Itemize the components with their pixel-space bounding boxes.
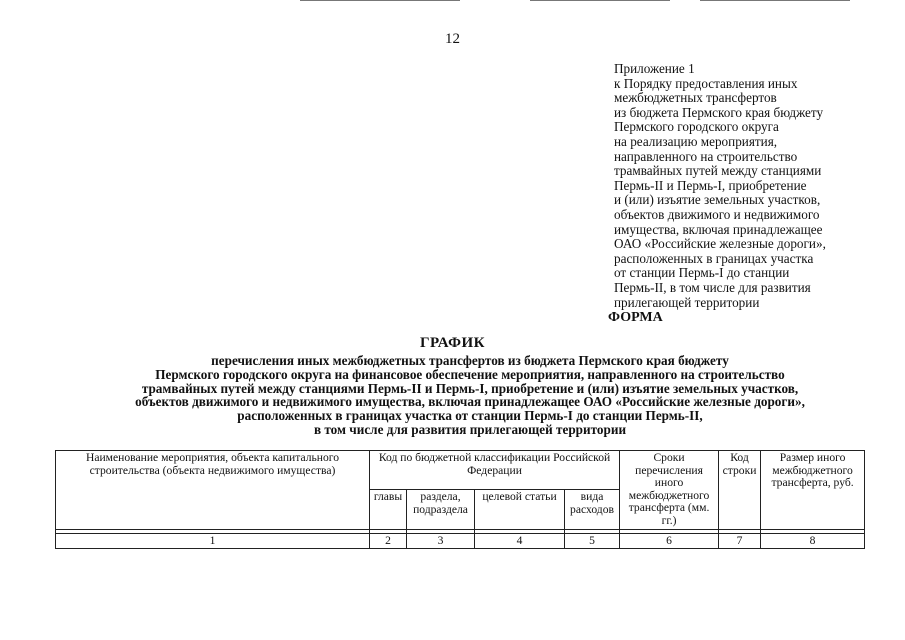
column-number: 2 (370, 533, 407, 549)
document-title: ГРАФИК (419, 335, 486, 351)
header-target: целевой статьи (475, 490, 565, 529)
form-label: ФОРМА (608, 310, 663, 325)
subtitle-line: Пермского городского округа на финансовое обеспечение мероприятия, направленного на строительство (155, 366, 785, 382)
appendix-line: Приложение 1 (614, 61, 695, 76)
appendix-line: ОАО «Российские железные дороги», (614, 236, 826, 252)
appendix-line: расположенных в границах участка (614, 250, 814, 266)
appendix-line: Пермь-II и Пермь-I, приобретение (614, 177, 807, 193)
header-glavy: главы (370, 490, 407, 529)
subtitle-line: расположенных в границах участка от станции Пермь-I до станции Пермь-II, (237, 408, 703, 424)
header-vida: вида расходов (565, 490, 620, 529)
subtitle-line: трамвайных путей между станциями Пермь-II и Пермь-I, приобретение и (или) изъятие земельных участков, (141, 380, 799, 396)
appendix-line: от станции Пермь-I до станции (614, 265, 790, 281)
column-number: 1 (56, 533, 370, 549)
header-razdela: раздела, подраздела (407, 490, 475, 529)
header-budget-code: Код по бюджетной классификации Российской Федерации (370, 451, 620, 490)
appendix-line: трамвайных путей между станциями (614, 163, 822, 179)
subtitle-line: перечисления иных межбюджетных трансфертов из бюджета Пермского края бюджету (211, 353, 729, 368)
appendix-line: направленного на строительство (614, 148, 798, 164)
appendix-line: из бюджета Пермского края бюджету (614, 104, 824, 120)
top-rule-far (700, 0, 850, 1)
subtitle-line: объектов движимого и недвижимого имущества, включая принадлежащее ОАО «Российские железные дороги», (135, 394, 805, 410)
appendix-line: прилегающей территории (614, 294, 760, 310)
appendix-line: объектов движимого и недвижимого (614, 206, 820, 222)
column-number: 4 (475, 533, 565, 549)
subtitle-line: в том числе для развития прилегающей территории (313, 421, 627, 437)
appendix-line: к Порядку предоставления иных (614, 75, 798, 91)
appendix-line: Пермского городского округа (614, 119, 779, 135)
column-number: 5 (565, 533, 620, 549)
top-rule-right (530, 0, 670, 1)
header-terms: Сроки перечисления иного межбюджетного трансферта (мм. гг.) (620, 451, 719, 530)
column-number: 3 (407, 533, 475, 549)
top-rule-left (300, 0, 460, 1)
appendix-line: межбюджетных трансфертов (614, 90, 777, 106)
appendix-line: Пермь-II, в том числе для развития (614, 279, 811, 295)
header-line-code: Код строки (719, 451, 761, 530)
appendix-line: имущества, включая принадлежащее (614, 221, 823, 237)
column-number: 6 (620, 533, 719, 549)
page-number: 12 (445, 31, 460, 47)
schedule-table (55, 450, 865, 549)
document-subtitle (0, 354, 905, 437)
appendix-line: на реализацию мероприятия, (614, 133, 778, 149)
header-amount: Размер иного межбюджетного трансферта, руб. (761, 451, 865, 530)
appendix-line: и (или) изъятие земельных участков, (614, 192, 821, 208)
column-number: 7 (719, 533, 761, 549)
column-number: 8 (761, 533, 865, 549)
appendix-block (614, 62, 884, 310)
header-name: Наименование мероприятия, объекта капитального строительства (объекта недвижимого имущества) (56, 451, 370, 530)
